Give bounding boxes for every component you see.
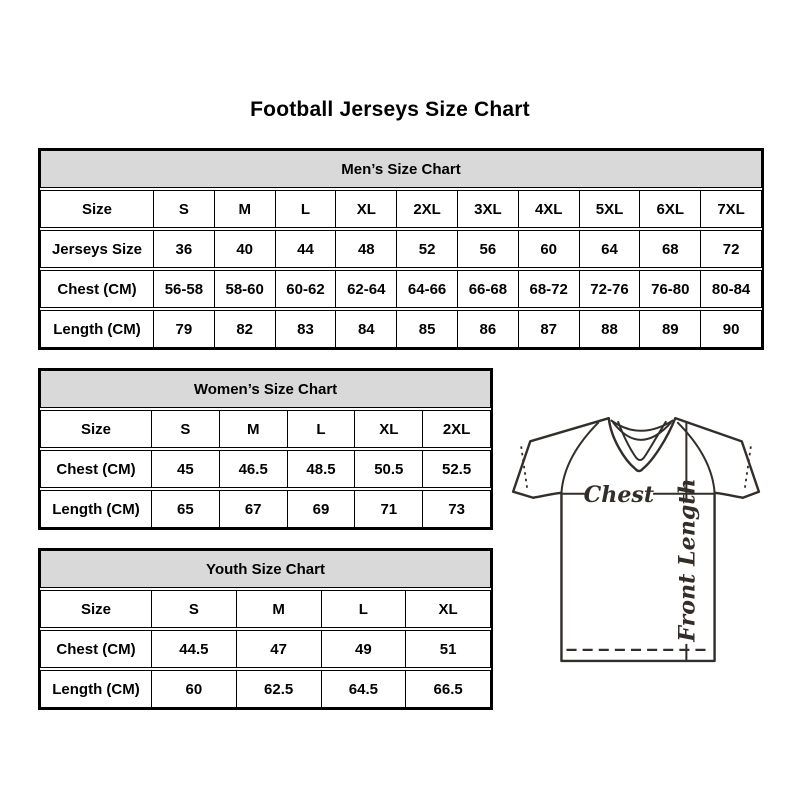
table-cell: 76-80 xyxy=(639,271,700,307)
table-cell: 6XL xyxy=(639,191,700,227)
table-cell: S xyxy=(151,411,219,447)
table-row xyxy=(40,190,762,228)
table-cell: 44.5 xyxy=(151,631,236,667)
table-row xyxy=(40,490,491,528)
table-cell: 52 xyxy=(396,231,457,267)
table-cell: 73 xyxy=(422,491,490,527)
table-cell: 79 xyxy=(153,311,214,347)
table-cell: 48.5 xyxy=(287,451,355,487)
table-cell: 68-72 xyxy=(518,271,579,307)
table-cell: XL xyxy=(405,591,490,627)
table-cell: 47 xyxy=(236,631,321,667)
womens-size-table xyxy=(38,368,493,530)
youth-size-table xyxy=(38,548,493,710)
table-cell: 62.5 xyxy=(236,671,321,707)
table-cell: 89 xyxy=(639,311,700,347)
table-cell: 56 xyxy=(457,231,518,267)
table-cell: 66.5 xyxy=(405,671,490,707)
table-cell: 5XL xyxy=(579,191,640,227)
table-cell: 46.5 xyxy=(219,451,287,487)
row-label-cell: Chest (CM) xyxy=(56,460,136,478)
table-cell: 67 xyxy=(219,491,287,527)
table-cell: 87 xyxy=(518,311,579,347)
table-row xyxy=(40,590,491,628)
table-cell: 45 xyxy=(151,451,219,487)
table-cell: 83 xyxy=(275,311,336,347)
table-cell: 48 xyxy=(335,231,396,267)
table-cell: 82 xyxy=(214,311,275,347)
table-cell: S xyxy=(151,591,236,627)
table-cell: 69 xyxy=(287,491,355,527)
table-cell: 64 xyxy=(579,231,640,267)
youth-table-header: Youth Size Chart xyxy=(40,550,491,588)
table-cell: L xyxy=(321,591,406,627)
table-cell: 90 xyxy=(700,311,761,347)
womens-table-header: Women’s Size Chart xyxy=(40,370,491,408)
table-cell: L xyxy=(287,411,355,447)
table-cell: 56-58 xyxy=(153,271,214,307)
mens-size-table xyxy=(38,148,764,350)
row-label-cell: Size xyxy=(81,200,112,218)
row-label-cell: Length (CM) xyxy=(53,320,141,338)
table-cell: 84 xyxy=(335,311,396,347)
table-cell: 72 xyxy=(700,231,761,267)
table-cell: M xyxy=(214,191,275,227)
table-cell: 2XL xyxy=(422,411,490,447)
table-cell: 71 xyxy=(354,491,422,527)
table-row xyxy=(40,310,762,348)
row-label-cell: Chest (CM) xyxy=(56,640,136,658)
table-row xyxy=(40,410,491,448)
table-cell: 72-76 xyxy=(579,271,640,307)
table-cell: 52.5 xyxy=(422,451,490,487)
table-cell: 80-84 xyxy=(700,271,761,307)
table-cell: 7XL xyxy=(700,191,761,227)
table-cell: XL xyxy=(335,191,396,227)
page-title: Football Jerseys Size Chart xyxy=(250,98,530,121)
table-cell: M xyxy=(236,591,321,627)
row-label-cell: Size xyxy=(80,600,111,618)
table-cell: 4XL xyxy=(518,191,579,227)
row-label-cell: Length (CM) xyxy=(52,680,140,698)
table-cell: 36 xyxy=(153,231,214,267)
table-cell: 60 xyxy=(151,671,236,707)
table-cell: L xyxy=(275,191,336,227)
table-cell: 44 xyxy=(275,231,336,267)
row-label-cell: Size xyxy=(80,420,111,438)
table-cell: 86 xyxy=(457,311,518,347)
table-cell: 40 xyxy=(214,231,275,267)
table-cell: 66-68 xyxy=(457,271,518,307)
jersey-measurement-diagram xyxy=(500,396,772,668)
table-row xyxy=(40,670,491,708)
table-cell: 65 xyxy=(151,491,219,527)
row-label-cell: Chest (CM) xyxy=(57,280,137,298)
table-cell: 60-62 xyxy=(275,271,336,307)
table-row xyxy=(40,230,762,268)
table-cell: 85 xyxy=(396,311,457,347)
jersey-outline xyxy=(513,418,759,661)
row-label-cell: Length (CM) xyxy=(52,500,140,518)
chest-label: Chest xyxy=(583,481,655,508)
table-cell: 50.5 xyxy=(354,451,422,487)
table-cell: 58-60 xyxy=(214,271,275,307)
table-row xyxy=(40,450,491,488)
table-cell: 68 xyxy=(639,231,700,267)
table-row xyxy=(40,630,491,668)
table-row xyxy=(40,270,762,308)
table-cell: 49 xyxy=(321,631,406,667)
mens-table-header: Men’s Size Chart xyxy=(40,150,762,188)
front-length-label: Front Length xyxy=(674,478,701,642)
table-cell: 62-64 xyxy=(335,271,396,307)
table-cell: 3XL xyxy=(457,191,518,227)
table-cell: 64.5 xyxy=(321,671,406,707)
table-cell: S xyxy=(153,191,214,227)
table-cell: 88 xyxy=(579,311,640,347)
table-cell: 51 xyxy=(405,631,490,667)
table-cell: 60 xyxy=(518,231,579,267)
table-cell: XL xyxy=(354,411,422,447)
row-label-cell: Jerseys Size xyxy=(51,240,143,258)
table-cell: M xyxy=(219,411,287,447)
table-cell: 2XL xyxy=(396,191,457,227)
table-cell: 64-66 xyxy=(396,271,457,307)
